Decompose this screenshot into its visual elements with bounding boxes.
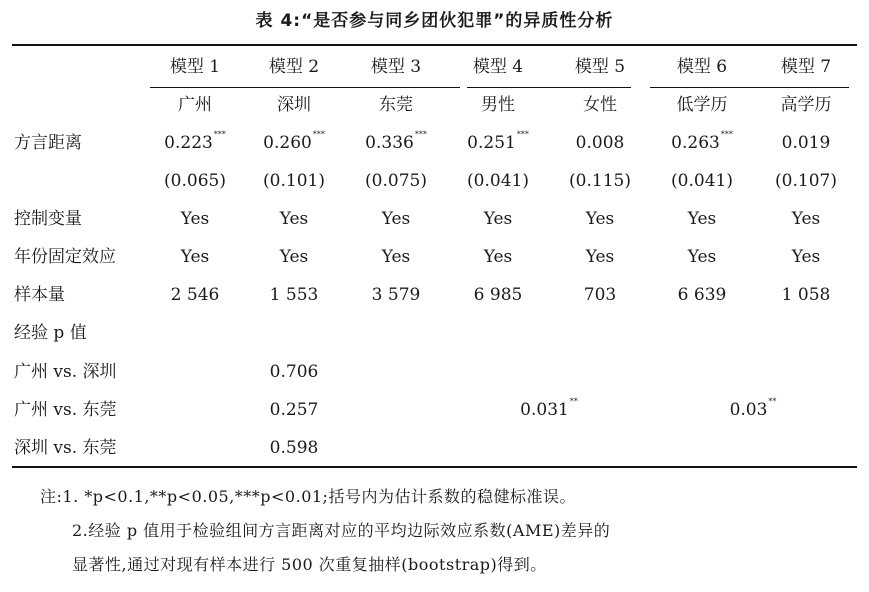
model-header: 模型 2 [268, 57, 320, 77]
pvalue-gender [520, 391, 578, 429]
pvalue-cell: 0.598 [269, 438, 319, 458]
note-line-2: 2.经验 p 值用于检验组间方言距离对应的平均边际效应系数(AME)差异的 [72, 521, 611, 540]
se-cell: (0.115) [569, 171, 631, 191]
significance-stars: ** [569, 397, 578, 406]
table-cell: Yes [483, 247, 513, 267]
table-cell: Yes [483, 209, 513, 229]
table-cell: Yes [180, 209, 210, 229]
table-title: 表 4:“是否参与同乡团伙犯罪”的异质性分析 [255, 11, 614, 31]
coef-cell [263, 124, 325, 162]
model-header: 模型 3 [370, 57, 422, 77]
group-header: 女性 [583, 95, 617, 115]
coef-cell [365, 124, 427, 162]
coef-value: 0.336 [365, 133, 414, 153]
row-label: 样本量 [14, 285, 65, 305]
se-cell: (0.107) [775, 171, 837, 191]
table-cell: Yes [279, 209, 309, 229]
coef-cell [164, 124, 226, 162]
table-cell: Yes [381, 209, 411, 229]
significance-stars: *** [213, 130, 226, 139]
table-cell: 1 553 [269, 285, 319, 305]
note-line-3: 显著性,通过对现有样本进行 500 次重复抽样(bootstrap)得到。 [72, 555, 547, 574]
model-header: 模型 1 [169, 57, 221, 77]
row-label: 年份固定效应 [14, 247, 116, 267]
significance-stars: *** [720, 130, 733, 139]
header-underline [150, 87, 460, 88]
table-cell: Yes [585, 247, 615, 267]
group-header: 深圳 [277, 95, 311, 115]
header-underline [467, 87, 631, 88]
table-cell: Yes [585, 209, 615, 229]
coef-value: 0.019 [781, 133, 831, 153]
row-label: 广州 vs. 东莞 [14, 400, 117, 420]
table-cell: Yes [687, 247, 717, 267]
table-cell: 2 546 [170, 285, 220, 305]
table-cell: 6 985 [473, 285, 523, 305]
model-header: 模型 5 [574, 57, 626, 77]
significance-stars: *** [414, 130, 427, 139]
coef-value: 0.260 [263, 133, 312, 153]
row-label: 经验 p 值 [14, 323, 87, 343]
se-cell: (0.041) [467, 171, 529, 191]
coef-cell [467, 124, 529, 162]
table-cell: Yes [381, 247, 411, 267]
se-cell: (0.075) [365, 171, 427, 191]
group-header: 男性 [481, 95, 515, 115]
coef-cell [782, 124, 831, 162]
table-cell: Yes [279, 247, 309, 267]
group-header: 高学历 [780, 95, 832, 115]
note-line-1: 注:1. *p<0.1,**p<0.05,***p<0.01;括号内为估计系数的稳健标准误。 [40, 487, 576, 506]
se-cell: (0.101) [263, 171, 325, 191]
header-underline [650, 87, 849, 88]
pvalue-cell: 0.257 [269, 400, 319, 420]
model-header: 模型 4 [472, 57, 524, 77]
se-cell: (0.041) [671, 171, 733, 191]
top-rule [12, 44, 857, 46]
table-cell: Yes [180, 247, 210, 267]
coef-value: 0.03 [729, 400, 768, 420]
row-label: 广州 vs. 深圳 [14, 362, 117, 382]
row-label: 控制变量 [14, 209, 82, 229]
coef-cell [671, 124, 733, 162]
table-cell: Yes [791, 209, 821, 229]
coef-value: 0.263 [671, 133, 720, 153]
group-header: 东莞 [379, 95, 413, 115]
table-cell: 6 639 [677, 285, 727, 305]
significance-stars: *** [516, 130, 529, 139]
coef-value: 0.008 [575, 133, 625, 153]
coef-value: 0.031 [520, 400, 569, 420]
significance-stars: *** [312, 130, 325, 139]
pvalue-education [730, 391, 777, 429]
coef-value: 0.223 [164, 133, 213, 153]
se-cell: (0.065) [164, 171, 226, 191]
significance-stars: ** [768, 397, 777, 406]
coef-value: 0.251 [467, 133, 516, 153]
table-cell: Yes [791, 247, 821, 267]
table-cell: Yes [687, 209, 717, 229]
model-header: 模型 6 [676, 57, 728, 77]
group-header: 低学历 [676, 95, 728, 115]
row-label: 方言距离 [14, 133, 82, 153]
bottom-rule [12, 466, 857, 468]
model-header: 模型 7 [780, 57, 832, 77]
table-cell: 3 579 [371, 285, 421, 305]
coef-cell [576, 124, 625, 162]
group-header: 广州 [178, 95, 212, 115]
pvalue-cell: 0.706 [269, 362, 319, 382]
table-cell: 1 058 [781, 285, 831, 305]
table-cell: 703 [583, 285, 617, 305]
row-label: 深圳 vs. 东莞 [14, 438, 117, 458]
